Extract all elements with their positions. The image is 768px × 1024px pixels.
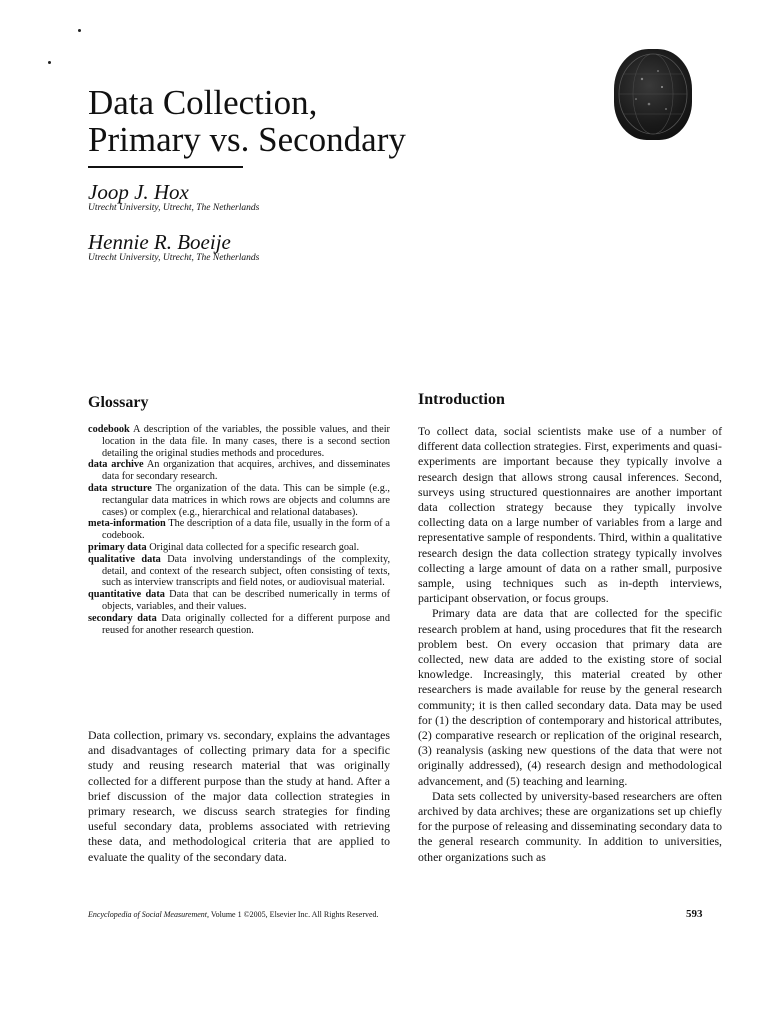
author-name: Hennie R. Boeije bbox=[88, 230, 231, 254]
article-title-line-1: Data Collection, bbox=[88, 83, 318, 122]
glossary-term: quantitative data bbox=[88, 589, 165, 601]
introduction-paragraph: Data sets collected by university-based researchers are often archived by data archives; these are organizations set up chiefly for the purpose of releasing and disseminating secondary data to the general research community. In addition to universities, other organizations such as bbox=[418, 788, 722, 864]
glossary-entry bbox=[88, 589, 390, 613]
scan-speck bbox=[48, 61, 51, 64]
glossary-term: meta-information bbox=[88, 518, 166, 530]
glossary-term: primary data bbox=[88, 541, 147, 553]
glossary-list bbox=[88, 424, 390, 636]
glossary-definition: The description of a data file, usually in the form of a codebook. bbox=[102, 518, 390, 542]
glossary-entry bbox=[88, 459, 390, 483]
author-affiliation: Utrecht University, Utrecht, The Netherlands bbox=[88, 253, 260, 263]
scan-speck bbox=[78, 29, 81, 32]
glossary-definition: An organization that acquires, archives, and disseminates data for secondary research. bbox=[102, 459, 390, 483]
glossary-heading: Glossary bbox=[88, 394, 149, 411]
glossary-definition: Original data collected for a specific research goal. bbox=[149, 541, 360, 553]
article-title-line-2: Primary vs. Secondary bbox=[88, 120, 406, 159]
author-affiliation: Utrecht University, Utrecht, The Netherlands bbox=[88, 203, 260, 213]
introduction-body bbox=[418, 424, 722, 865]
glossary-entry bbox=[88, 542, 390, 554]
glossary-term: qualitative data bbox=[88, 553, 161, 565]
introduction-paragraph: To collect data, social scientists make use of a number of different data collection strategies. First, experiments and quasi-experiments are important because they typically involve a research design that allows strong causal inferences. Second, surveys using structured questionnaires are another important data collection strategy because they typically involve collecting data on a large number of variables from a large and representative sample of respondents. Third, within a qualitative research design the data collection strategy typically involves collecting a large amount of data on a rather small, purposive sample, using techniques such as in-depth interviews, participant observation, or focus groups. bbox=[418, 424, 722, 606]
glossary-definition: Data originally collected for a different purpose and reused for another research question. bbox=[102, 612, 390, 636]
abstract-text: Data collection, primary vs. secondary, explains the advantages and disadvantages of collecting primary data for a specific study and reusing research material that was originally collected for a different purpose than the study at hand. After a brief discussion of the major data collection strategies in primary research, we discuss search strategies for finding useful secondary data, problems associated with retrieving these data, and methodological criteria that are applied to evaluate the quality of the secondary data. bbox=[88, 728, 390, 864]
glossary-entry bbox=[88, 554, 390, 589]
glossary-entry bbox=[88, 613, 390, 637]
globe-emblem-graphic bbox=[614, 49, 692, 140]
globe-emblem-icon bbox=[614, 49, 692, 140]
page-number: 593 bbox=[686, 908, 703, 920]
citation-footer bbox=[88, 910, 379, 919]
glossary-entry bbox=[88, 518, 390, 542]
glossary-term: secondary data bbox=[88, 612, 157, 624]
footer-rights: Volume 1 ©2005, Elsevier Inc. All Rights Reserved. bbox=[209, 910, 379, 919]
footer-source: Encyclopedia of Social Measurement, bbox=[88, 910, 209, 919]
glossary-definition: A description of the variables, the possible values, and their location in the data file. In many cases, there is a second section detailing the original studies methods and procedures. bbox=[102, 424, 390, 459]
glossary-term: codebook bbox=[88, 424, 130, 435]
glossary-definition: Data involving understandings of the complexity, detail, and context of the research subject, often consisting of texts, such as interview transcripts and field notes, or audiovisual material. bbox=[102, 553, 391, 589]
introduction-paragraph: Primary data are data that are collected for the specific research problem at hand, using procedures that fit the research problem best. On every occasion that primary data are collected, new data are added to the existing store of social knowledge. Increasingly, this material created by other researchers is made available for reuse by the general research community; it is then called secondary data. Data may be used for (1) the description of contemporary and historical attributes, (2) comparative research or replication of the original research, (3) reanalysis (asking new questions of the data that were not originally addressed), (4) research design and methodological advancement, and (5) teaching and learning. bbox=[418, 606, 722, 788]
title-rule bbox=[88, 166, 243, 168]
glossary-entry bbox=[88, 483, 390, 518]
article-title bbox=[88, 84, 406, 158]
abstract bbox=[88, 728, 390, 865]
glossary-definition: Data that can be described numerically in terms of objects, variables, and their values. bbox=[102, 589, 391, 612]
glossary-entry bbox=[88, 424, 390, 459]
glossary-term: data archive bbox=[88, 459, 144, 471]
glossary-term: data structure bbox=[88, 482, 152, 494]
introduction-heading: Introduction bbox=[418, 391, 505, 408]
author-name: Joop J. Hox bbox=[88, 180, 189, 204]
glossary-definition: The organization of the data. This can be simple (e.g., rectangular data matrices in which rows are objects and columns are cases) or complex (e.g., hierarchical and relational databases). bbox=[102, 482, 390, 518]
